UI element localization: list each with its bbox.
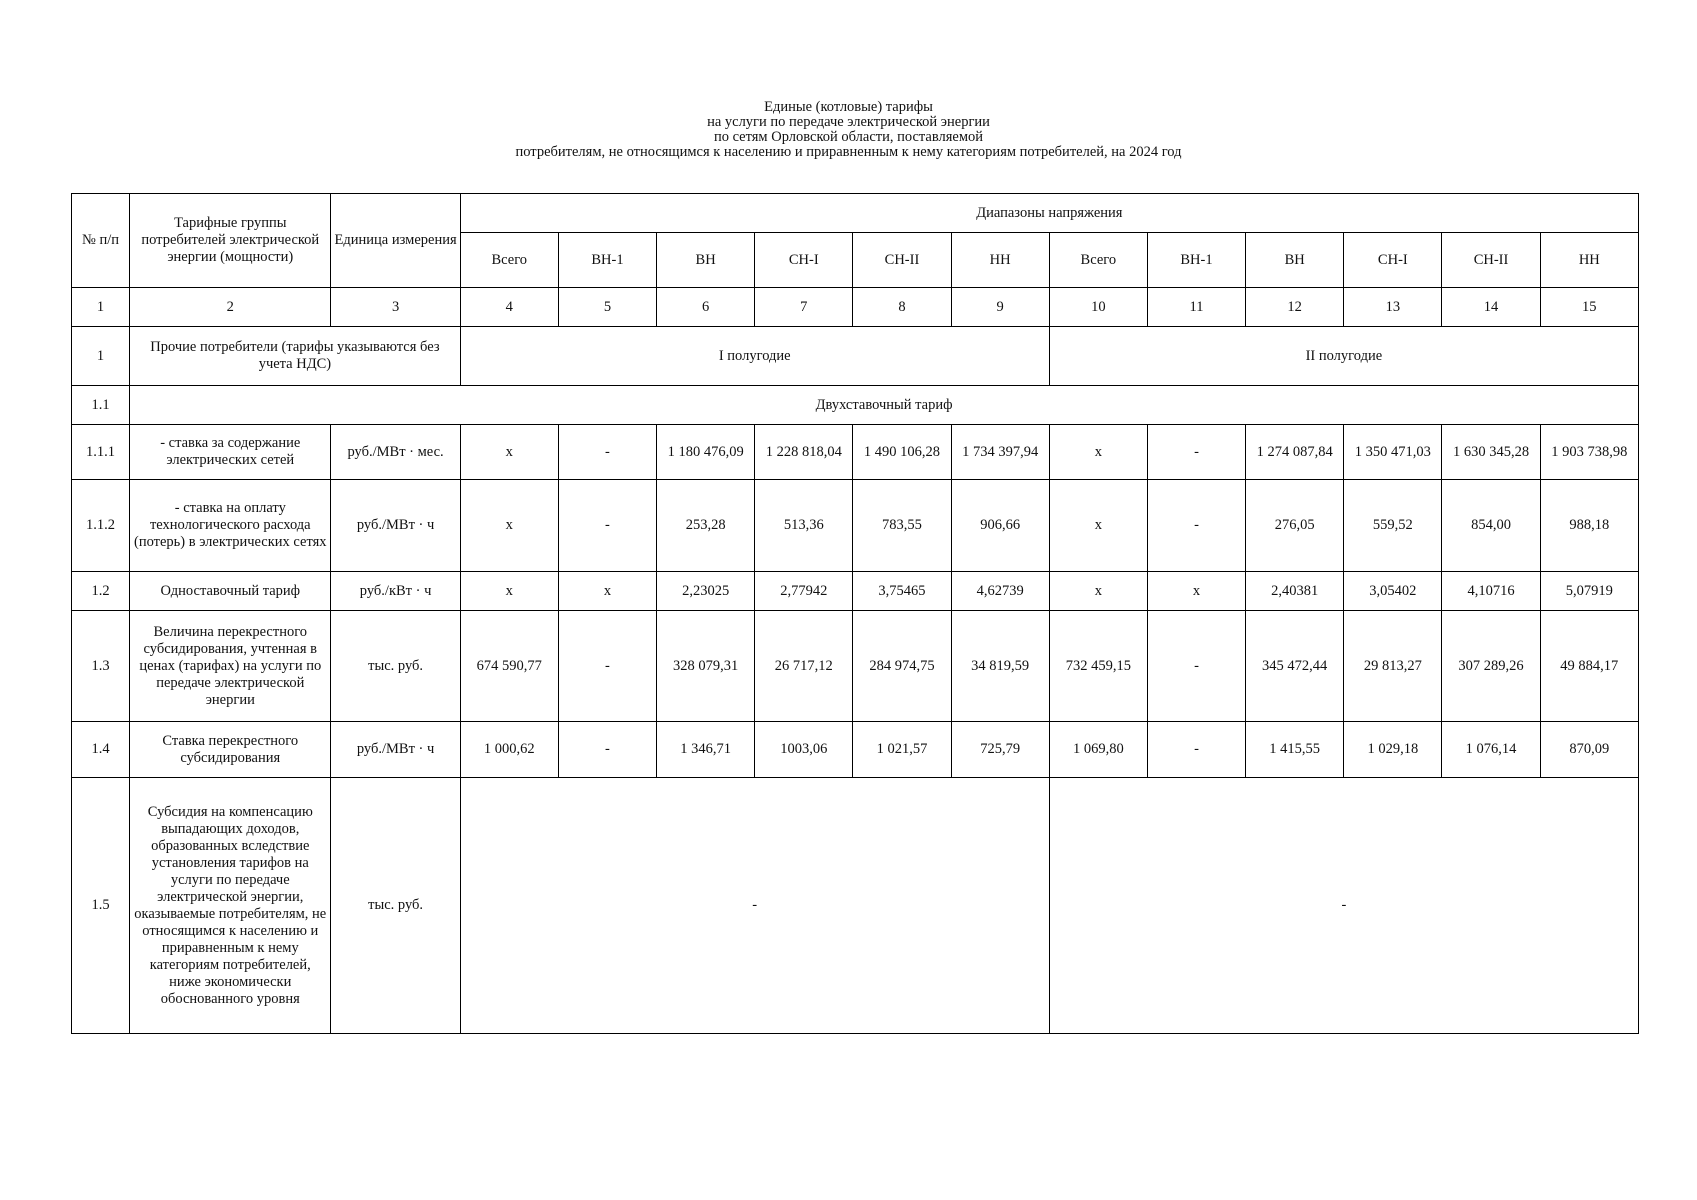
value-cell: 1 029,18	[1344, 722, 1442, 778]
value-cell: 276,05	[1246, 480, 1344, 572]
row-num: 1.4	[72, 722, 130, 778]
half-year-2-label: II полугодие	[1049, 327, 1638, 386]
value-cell: -	[558, 425, 656, 480]
value-cell: 1 021,57	[853, 722, 951, 778]
value-cell: 29 813,27	[1344, 611, 1442, 722]
row-label: Ставка перекрестного субсидирования	[130, 722, 331, 778]
row-num: 1.2	[72, 572, 130, 611]
value-cell: 1 228 818,04	[755, 425, 853, 480]
header-subcol: ВН	[1246, 233, 1344, 288]
header-subcol: Всего	[460, 233, 558, 288]
value-cell: 854,00	[1442, 480, 1540, 572]
column-number: 10	[1049, 288, 1147, 327]
column-number: 4	[460, 288, 558, 327]
row-label: - ставка за содержание электрических сетей	[130, 425, 331, 480]
value-cell: 1 274 087,84	[1246, 425, 1344, 480]
column-number: 3	[331, 288, 460, 327]
value-cell: -	[460, 778, 1049, 1034]
table-row	[72, 611, 1639, 722]
value-cell: x	[558, 572, 656, 611]
row-num: 1.1	[72, 386, 130, 425]
table-row	[72, 480, 1639, 572]
value-cell: 559,52	[1344, 480, 1442, 572]
row-num: 1.1.1	[72, 425, 130, 480]
value-cell: -	[558, 480, 656, 572]
value-cell: -	[1147, 611, 1245, 722]
value-cell: -	[1147, 480, 1245, 572]
value-cell: x	[1147, 572, 1245, 611]
row-unit: руб./МВт · ч	[331, 480, 460, 572]
value-cell: 906,66	[951, 480, 1049, 572]
row-unit: тыс. руб.	[331, 778, 460, 1034]
title-line-1: Единые (котловые) тарифы	[764, 99, 933, 115]
value-cell: x	[1049, 572, 1147, 611]
column-number: 14	[1442, 288, 1540, 327]
title-line-2: на услуги по передаче электрической энергии	[707, 114, 990, 130]
value-cell: 1003,06	[755, 722, 853, 778]
value-cell: -	[1147, 425, 1245, 480]
value-cell: 1 346,71	[657, 722, 755, 778]
value-cell: -	[558, 722, 656, 778]
header-unit: Единица измерения	[331, 194, 460, 288]
column-number: 2	[130, 288, 331, 327]
row-label: Субсидия на компенсацию выпадающих доходов, образованных вследствие установления тарифов на услуги по передаче электрической энергии, оказываемые потребителям, не относящимся к населению и приравненным к нему категориям потребителей, ниже экономически обоснованного уровня	[130, 778, 331, 1034]
column-number: 15	[1540, 288, 1638, 327]
header-subcol: СН-I	[755, 233, 853, 288]
row-unit: руб./МВт · мес.	[331, 425, 460, 480]
header-subcol: ВН	[657, 233, 755, 288]
table-row	[72, 722, 1639, 778]
header-subcol: СН-I	[1344, 233, 1442, 288]
value-cell: 1 076,14	[1442, 722, 1540, 778]
column-number: 12	[1246, 288, 1344, 327]
row-num: 1.5	[72, 778, 130, 1034]
header-num: № п/п	[72, 194, 130, 288]
value-cell: -	[558, 611, 656, 722]
header-subcol: ВН-1	[1147, 233, 1245, 288]
column-number: 8	[853, 288, 951, 327]
value-cell: 2,77942	[755, 572, 853, 611]
row-label: Одноставочный тариф	[130, 572, 331, 611]
value-cell: 1 415,55	[1246, 722, 1344, 778]
column-number-row	[72, 288, 1639, 327]
row-num: 1.3	[72, 611, 130, 722]
tariff-table	[71, 193, 1639, 1034]
value-cell: x	[460, 425, 558, 480]
table-row	[72, 572, 1639, 611]
row-label: - ставка на оплату технологического расхода (потерь) в электрических сетях	[130, 480, 331, 572]
document-title	[0, 100, 1697, 160]
value-cell: x	[1049, 480, 1147, 572]
column-number: 7	[755, 288, 853, 327]
value-cell: 1 000,62	[460, 722, 558, 778]
value-cell: 870,09	[1540, 722, 1638, 778]
value-cell: x	[1049, 425, 1147, 480]
value-cell: 1 180 476,09	[657, 425, 755, 480]
row-num: 1	[72, 327, 130, 386]
value-cell: -	[1147, 722, 1245, 778]
section-row-1	[72, 327, 1639, 386]
value-cell: 1 490 106,28	[853, 425, 951, 480]
value-cell: 1 630 345,28	[1442, 425, 1540, 480]
value-cell: -	[1049, 778, 1638, 1034]
header-subcol: СН-II	[853, 233, 951, 288]
header-subcol: ВН-1	[558, 233, 656, 288]
header-voltage-ranges: Диапазоны напряжения	[460, 194, 1638, 233]
row-unit: руб./МВт · ч	[331, 722, 460, 778]
row-unit: тыс. руб.	[331, 611, 460, 722]
header-subcol: НН	[1540, 233, 1638, 288]
header-subcol: НН	[951, 233, 1049, 288]
value-cell: 26 717,12	[755, 611, 853, 722]
value-cell: 253,28	[657, 480, 755, 572]
column-number: 11	[1147, 288, 1245, 327]
row-unit: руб./кВт · ч	[331, 572, 460, 611]
row-label: Прочие потребители (тарифы указываются без учета НДС)	[130, 327, 461, 386]
value-cell: 783,55	[853, 480, 951, 572]
column-number: 1	[72, 288, 130, 327]
title-line-3: по сетям Орловской области, поставляемой	[713, 129, 984, 145]
table-row	[72, 778, 1639, 1034]
header-subcol: СН-II	[1442, 233, 1540, 288]
value-cell: 988,18	[1540, 480, 1638, 572]
row-label: Величина перекрестного субсидирования, учтенная в ценах (тарифах) на услуги по передаче электрической энергии	[130, 611, 331, 722]
value-cell: 284 974,75	[853, 611, 951, 722]
value-cell: 4,62739	[951, 572, 1049, 611]
row-label: Двухставочный тариф	[130, 386, 1639, 425]
value-cell: 307 289,26	[1442, 611, 1540, 722]
value-cell: 513,36	[755, 480, 853, 572]
value-cell: 34 819,59	[951, 611, 1049, 722]
value-cell: 2,40381	[1246, 572, 1344, 611]
header-groups: Тарифные группы потребителей электрической энергии (мощности)	[130, 194, 331, 288]
value-cell: 5,07919	[1540, 572, 1638, 611]
value-cell: 2,23025	[657, 572, 755, 611]
value-cell: 1 350 471,03	[1344, 425, 1442, 480]
value-cell: 3,05402	[1344, 572, 1442, 611]
column-number: 5	[558, 288, 656, 327]
row-num: 1.1.2	[72, 480, 130, 572]
value-cell: 674 590,77	[460, 611, 558, 722]
column-number: 6	[657, 288, 755, 327]
value-cell: x	[460, 480, 558, 572]
column-number: 9	[951, 288, 1049, 327]
value-cell: 49 884,17	[1540, 611, 1638, 722]
table-row	[72, 425, 1639, 480]
header-subcol: Всего	[1049, 233, 1147, 288]
value-cell: 345 472,44	[1246, 611, 1344, 722]
value-cell: 732 459,15	[1049, 611, 1147, 722]
header-row-1	[72, 194, 1639, 233]
value-cell: x	[460, 572, 558, 611]
value-cell: 1 069,80	[1049, 722, 1147, 778]
column-number: 13	[1344, 288, 1442, 327]
half-year-1-label: I полугодие	[460, 327, 1049, 386]
value-cell: 1 734 397,94	[951, 425, 1049, 480]
value-cell: 1 903 738,98	[1540, 425, 1638, 480]
value-cell: 4,10716	[1442, 572, 1540, 611]
section-row-1-1	[72, 386, 1639, 425]
value-cell: 725,79	[951, 722, 1049, 778]
value-cell: 3,75465	[853, 572, 951, 611]
value-cell: 328 079,31	[657, 611, 755, 722]
title-line-4: потребителям, не относящимся к населению и приравненным к нему категориям потребителей, на 2024 год	[515, 144, 1182, 160]
